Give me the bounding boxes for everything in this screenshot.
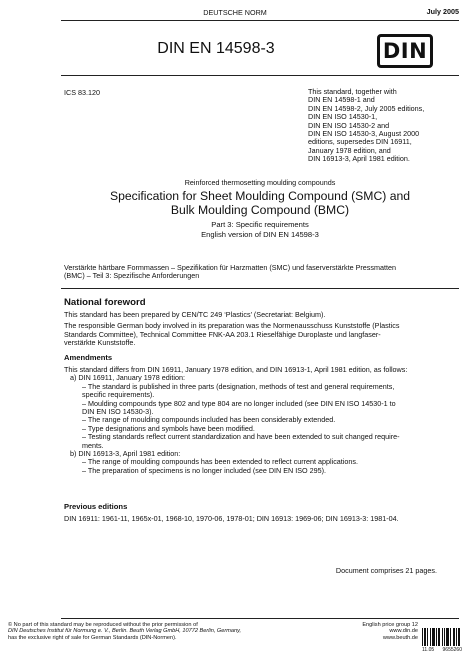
- header-date: July 2005: [426, 7, 459, 16]
- previous-editions-text: DIN 16911: 1961-11, 1965x-01, 1968-10, 1970-06, 1978-01; DIN 16913: 1969-06; DIN 16913-3: 1981-04.: [64, 514, 399, 523]
- german-title: Verstärkte härtbare Formmassen – Spezifikation für Harzmatten (SMC) und faserverstärkte Pressmatten (BMC) – Teil 3: Spezifische Anforderungen: [64, 263, 396, 281]
- din-logo: DIN: [377, 34, 433, 68]
- barcode-numbers: 11.05 9655260: [422, 647, 462, 653]
- price-block: English price group 12 www.din.de www.beuth.de: [362, 622, 418, 641]
- divider: [61, 75, 459, 76]
- header-label: DEUTSCHE NORM: [203, 8, 267, 17]
- title-prefix: Reinforced thermosetting moulding compounds: [184, 178, 336, 187]
- divider: [61, 288, 459, 289]
- subtitle: Part 3: Specific requirements English version of DIN EN 14598-3: [201, 220, 319, 239]
- national-foreword-body: This standard has been prepared by CEN/TC 249 ‘Plastics’ (Secretariat: Belgium). The responsible German body involved in its preparation was the Normenausschuss Kunststoffe (Plastics Standards Committee), Technical Committee FNK-AA 203.1 Rieselfähige Duroplaste und langfaser- verstärkte Kunststoffe.: [64, 310, 400, 348]
- main-title: Specification for Sheet Moulding Compound (SMC) and Bulk Moulding Compound (BMC): [109, 189, 411, 217]
- page-title: DIN EN 14598-3: [157, 40, 275, 57]
- divider: [61, 20, 459, 21]
- national-foreword-heading: National foreword: [64, 297, 146, 308]
- barcode: [422, 628, 460, 646]
- supersedes-note: This standard, together with DIN EN 14598-1 and DIN EN 14598-2, July 2005 editions, DIN EN ISO 14530-1, DIN EN ISO 14530-2 and DIN EN ISO 14530-3, August 2000 editions, supersedes DIN 16911, January 1978 edition, and DIN 16913-3, April 1981 edition.: [308, 87, 425, 164]
- divider: [61, 618, 459, 619]
- amendments-body: This standard differs from DIN 16911, January 1978 edition, and DIN 16913-1, April 1981 edition, as follows: a) DIN 16911, January 1978 edition: – The standard is published in three parts (designation, methods of test and general requirements, specific requirements). – Moulding compounds type 802 and type 804 are no longer included (see DIN EN ISO 14530-1 to DIN EN ISO 14530-3). – The range of moulding compounds included has been considerably extended. – Type designations and symbols have been modified. – Testing standards reflect current standardization and have been extended to suit changed require- ments. b) DIN 16913-3, April 1981 edition: – The range of moulding compounds has been extended to reflect current applications. – The preparation of specimens is no longer included (see DIN EN ISO 295).: [64, 365, 408, 475]
- copyright-note: © No part of this standard may be reproduced without the prior permission of DIN Deutsches Institut für Normung e. V., Berlin. Beuth Verlag GmbH, 10772 Berlin, Germany, has the exclusive right of sale for German Standards (DIN-Normen).: [8, 622, 242, 641]
- amendments-heading: Amendments: [64, 353, 113, 362]
- previous-editions-heading: Previous editions: [64, 502, 128, 511]
- ics-code: ICS 83.120: [64, 88, 100, 97]
- page-count: Document comprises 21 pages.: [335, 566, 437, 575]
